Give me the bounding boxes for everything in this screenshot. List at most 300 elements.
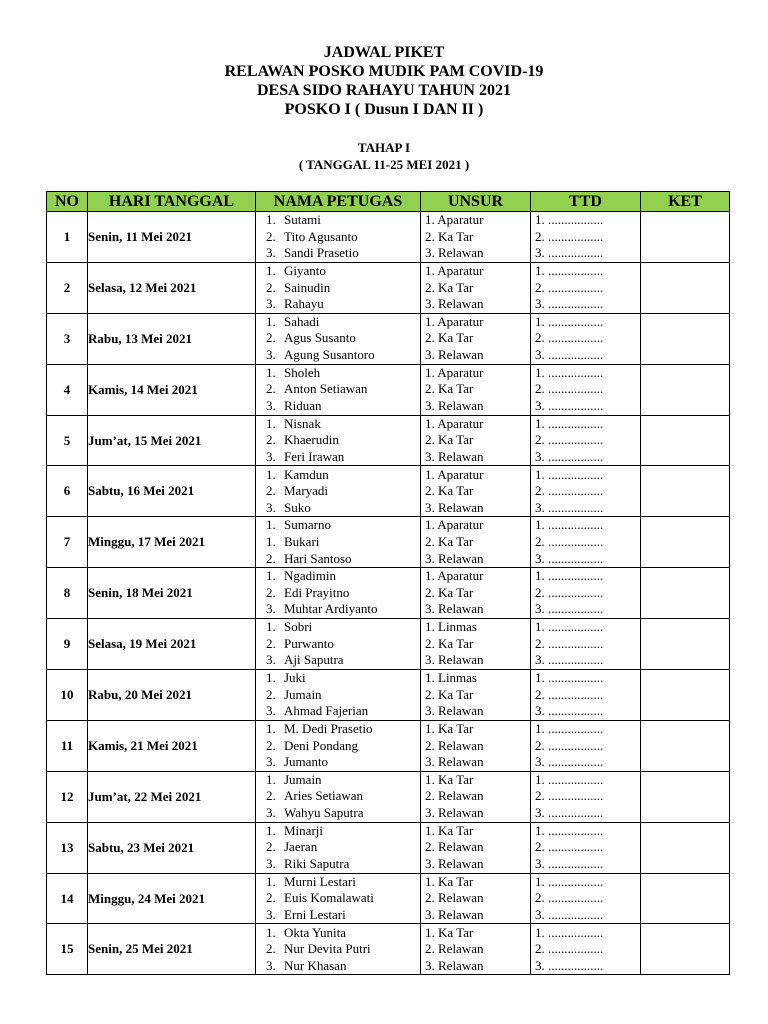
row-unsur <box>421 517 531 568</box>
signature-line: 3. ................. <box>535 499 604 515</box>
officer-name <box>266 703 420 720</box>
signature-line: 1. ................. <box>535 924 604 940</box>
row-names <box>256 619 421 670</box>
table-row <box>47 619 730 670</box>
unsur-item: 2. Ka Tar <box>425 432 474 448</box>
officer-number: 2. <box>266 432 276 448</box>
table-row <box>47 415 730 466</box>
unsur-item: 1. Aparatur <box>425 568 484 584</box>
signature-line: 3. ................. <box>535 805 604 821</box>
officer-number: 1. <box>266 619 276 635</box>
officer-name <box>266 601 420 618</box>
row-ket <box>641 670 730 721</box>
officer-name <box>266 296 420 313</box>
unsur-item: 3. Relawan <box>425 397 484 413</box>
row-date: Senin, 11 Mei 2021 <box>88 212 256 263</box>
row-number: 13 <box>47 822 88 873</box>
signature-line: 3. ................. <box>535 754 604 770</box>
signature-line: 3. ................. <box>535 957 604 973</box>
unsur-item: 3. Relawan <box>425 296 484 312</box>
signature-line: 1. ................. <box>535 262 604 278</box>
officer-name-text: Nisnak <box>284 415 321 431</box>
row-unsur <box>421 720 531 771</box>
unsur-item: 2. Relawan <box>425 788 484 804</box>
officer-name <box>266 856 420 873</box>
unsur-item: 3. Relawan <box>425 754 484 770</box>
officer-name-text: Jumanto <box>284 754 329 770</box>
row-ttd <box>531 873 641 924</box>
officer-name <box>266 619 420 636</box>
table-row <box>47 771 730 822</box>
header-unsur: UNSUR <box>421 192 531 212</box>
officer-name <box>266 958 420 975</box>
signature-line: 3. ................. <box>535 703 604 719</box>
unsur-item: 3. Relawan <box>425 499 484 515</box>
row-names <box>256 415 421 466</box>
row-ket <box>641 720 730 771</box>
officer-name-text: Riki Saputra <box>284 855 350 871</box>
row-names <box>256 364 421 415</box>
officer-number: 3. <box>266 448 276 464</box>
row-names <box>256 262 421 313</box>
row-number: 11 <box>47 720 88 771</box>
officer-number: 1. <box>266 670 276 686</box>
signature-line: 2. ................. <box>535 635 604 651</box>
signature-line: 1. ................. <box>535 873 604 889</box>
officer-number: 1. <box>266 517 276 533</box>
row-names <box>256 822 421 873</box>
officer-number: 1. <box>266 822 276 838</box>
row-number: 6 <box>47 466 88 517</box>
row-names <box>256 517 421 568</box>
officer-name <box>266 483 420 500</box>
signature-line: 1. ................. <box>535 670 604 686</box>
officer-name <box>266 823 420 840</box>
unsur-item: 1. Ka Tar <box>425 720 474 736</box>
unsur-item: 2. Ka Tar <box>425 279 474 295</box>
signature-line: 3. ................. <box>535 652 604 668</box>
title-line-2: RELAWAN POSKO MUDIK PAM COVID-19 <box>224 63 544 80</box>
title-line-3: DESA SIDO RAHAYU TAHUN 2021 <box>257 82 511 99</box>
officer-name-text: Bukari <box>284 533 320 549</box>
officer-number: 2. <box>266 737 276 753</box>
row-unsur <box>421 924 531 975</box>
row-names <box>256 212 421 263</box>
signature-line: 1. ................. <box>535 771 604 787</box>
officer-name <box>266 772 420 789</box>
signature-line: 1. ................. <box>535 415 604 431</box>
officer-number: 3. <box>266 397 276 413</box>
officer-name <box>266 636 420 653</box>
row-date: Kamis, 21 Mei 2021 <box>88 720 256 771</box>
title-line-4: POSKO I ( Dusun I DAN II ) <box>284 101 484 118</box>
row-number: 4 <box>47 364 88 415</box>
row-date: Sabtu, 16 Mei 2021 <box>88 466 256 517</box>
officer-number: 2. <box>266 788 276 804</box>
unsur-item: 1. Ka Tar <box>425 822 474 838</box>
signature-line: 2. ................. <box>535 941 604 957</box>
row-date: Senin, 25 Mei 2021 <box>88 924 256 975</box>
officer-name <box>266 263 420 280</box>
row-date: Kamis, 14 Mei 2021 <box>88 364 256 415</box>
row-unsur <box>421 670 531 721</box>
row-unsur <box>421 873 531 924</box>
unsur-item: 3. Relawan <box>425 906 484 922</box>
row-date: Senin, 18 Mei 2021 <box>88 568 256 619</box>
row-date: Selasa, 12 Mei 2021 <box>88 262 256 313</box>
officer-name-text: Rahayu <box>284 296 324 312</box>
unsur-item: 2. Relawan <box>425 941 484 957</box>
unsur-item: 3. Relawan <box>425 703 484 719</box>
officer-number: 3. <box>266 245 276 261</box>
unsur-item: 1. Linmas <box>425 619 477 635</box>
officer-name-text: Ahmad Fajerian <box>284 703 369 719</box>
unsur-item: 2. Ka Tar <box>425 533 474 549</box>
officer-number: 1. <box>266 720 276 736</box>
officer-name-text: Agung Susantoro <box>284 347 375 363</box>
officer-name <box>266 839 420 856</box>
schedule-table <box>46 191 730 975</box>
officer-number: 2. <box>266 483 276 499</box>
officer-number: 1. <box>266 262 276 278</box>
table-row <box>47 568 730 619</box>
officer-number: 3. <box>266 601 276 617</box>
unsur-item: 3. Relawan <box>425 550 484 566</box>
officer-number: 2. <box>266 279 276 295</box>
officer-number: 3. <box>266 499 276 515</box>
table-row <box>47 262 730 313</box>
row-ttd <box>531 568 641 619</box>
officer-name <box>266 721 420 738</box>
signature-line: 3. ................. <box>535 601 604 617</box>
officer-name <box>266 805 420 822</box>
title-line-1: JADWAL PIKET <box>323 44 445 61</box>
officer-name <box>266 365 420 382</box>
document-title <box>0 43 768 119</box>
row-number: 14 <box>47 873 88 924</box>
row-ttd <box>531 619 641 670</box>
row-unsur <box>421 212 531 263</box>
signature-line: 1. ................. <box>535 364 604 380</box>
officer-name-text: Riduan <box>284 397 322 413</box>
row-names <box>256 771 421 822</box>
officer-number: 3. <box>266 652 276 668</box>
signature-line: 2. ................. <box>535 839 604 855</box>
officer-number: 2. <box>266 584 276 600</box>
row-date: Selasa, 19 Mei 2021 <box>88 619 256 670</box>
signature-line: 1. ................. <box>535 822 604 838</box>
signature-line: 3. ................. <box>535 550 604 566</box>
officer-name-text: Nur Devita Putri <box>284 941 371 957</box>
signature-line: 1. ................. <box>535 568 604 584</box>
row-ket <box>641 517 730 568</box>
unsur-item: 1. Aparatur <box>425 415 484 431</box>
signature-line: 2. ................. <box>535 584 604 600</box>
officer-name-text: Jumain <box>284 771 322 787</box>
officer-name <box>266 788 420 805</box>
unsur-item: 2. Relawan <box>425 890 484 906</box>
unsur-item: 3. Relawan <box>425 855 484 871</box>
officer-name <box>266 890 420 907</box>
row-date: Rabu, 13 Mei 2021 <box>88 313 256 364</box>
row-names <box>256 568 421 619</box>
header-ket: KET <box>641 192 730 212</box>
row-ket <box>641 466 730 517</box>
officer-name <box>266 500 420 517</box>
signature-line: 3. ................. <box>535 855 604 871</box>
row-unsur <box>421 415 531 466</box>
unsur-item: 1. Aparatur <box>425 364 484 380</box>
row-number: 5 <box>47 415 88 466</box>
officer-name <box>266 941 420 958</box>
officer-number: 3. <box>266 805 276 821</box>
signature-line: 2. ................. <box>535 330 604 346</box>
officer-name <box>266 534 420 551</box>
row-names <box>256 466 421 517</box>
table-row <box>47 313 730 364</box>
row-number: 10 <box>47 670 88 721</box>
row-ket <box>641 212 730 263</box>
signature-line: 3. ................. <box>535 906 604 922</box>
row-unsur <box>421 771 531 822</box>
officer-number: 2. <box>266 330 276 346</box>
officer-name-text: Minarji <box>284 822 323 838</box>
row-unsur <box>421 822 531 873</box>
officer-name-text: Maryadi <box>284 483 329 499</box>
signature-line: 1. ................. <box>535 466 604 482</box>
officer-number: 1. <box>266 364 276 380</box>
row-number: 12 <box>47 771 88 822</box>
row-ttd <box>531 313 641 364</box>
signature-line: 1. ................. <box>535 517 604 533</box>
unsur-item: 2. Relawan <box>425 737 484 753</box>
row-names <box>256 670 421 721</box>
row-date: Jum’at, 15 Mei 2021 <box>88 415 256 466</box>
officer-number: 3. <box>266 906 276 922</box>
unsur-item: 3. Relawan <box>425 805 484 821</box>
row-number: 1 <box>47 212 88 263</box>
signature-line: 3. ................. <box>535 245 604 261</box>
signature-line: 2. ................. <box>535 533 604 549</box>
document-subtitle <box>0 139 768 173</box>
officer-number: 1. <box>266 212 276 228</box>
unsur-item: 2. Ka Tar <box>425 483 474 499</box>
signature-line: 3. ................. <box>535 397 604 413</box>
row-ket <box>641 415 730 466</box>
signature-line: 1. ................. <box>535 212 604 228</box>
officer-name <box>266 280 420 297</box>
officer-number: 1. <box>266 415 276 431</box>
header-row <box>47 192 730 212</box>
officer-name <box>266 874 420 891</box>
officer-name-text: Euis Komalawati <box>284 890 374 906</box>
row-unsur <box>421 313 531 364</box>
row-names <box>256 924 421 975</box>
officer-name <box>266 432 420 449</box>
unsur-item: 3. Relawan <box>425 245 484 261</box>
officer-name-text: Juki <box>284 670 306 686</box>
officer-name <box>266 330 420 347</box>
table-row <box>47 466 730 517</box>
table-row <box>47 364 730 415</box>
unsur-item: 2. Ka Tar <box>425 330 474 346</box>
row-date: Minggu, 24 Mei 2021 <box>88 873 256 924</box>
officer-number: 2. <box>266 635 276 651</box>
unsur-item: 2. Relawan <box>425 839 484 855</box>
officer-name <box>266 381 420 398</box>
row-unsur <box>421 364 531 415</box>
officer-number: 2. <box>266 228 276 244</box>
officer-name <box>266 652 420 669</box>
signature-line: 1. ................. <box>535 619 604 635</box>
row-ket <box>641 313 730 364</box>
unsur-item: 3. Relawan <box>425 448 484 464</box>
row-ttd <box>531 517 641 568</box>
row-names <box>256 720 421 771</box>
officer-name-text: Sutami <box>284 212 321 228</box>
officer-name-text: Muhtar Ardiyanto <box>284 601 378 617</box>
officer-name <box>266 314 420 331</box>
officer-name-text: Erni Lestari <box>284 906 346 922</box>
officer-name <box>266 517 420 534</box>
officer-number: 1. <box>266 533 276 549</box>
table-row <box>47 517 730 568</box>
header-hari-tanggal: HARI TANGGAL <box>88 192 256 212</box>
signature-line: 3. ................. <box>535 448 604 464</box>
signature-line: 3. ................. <box>535 347 604 363</box>
row-unsur <box>421 262 531 313</box>
row-ttd <box>531 924 641 975</box>
officer-name-text: Wahyu Saputra <box>284 805 364 821</box>
signature-line: 1. ................. <box>535 720 604 736</box>
row-ket <box>641 771 730 822</box>
unsur-item: 1. Aparatur <box>425 262 484 278</box>
table-row <box>47 720 730 771</box>
officer-name-text: Sainudin <box>284 279 331 295</box>
unsur-item: 1. Aparatur <box>425 517 484 533</box>
officer-name-text: Aji Saputra <box>284 652 344 668</box>
officer-name-text: Purwanto <box>284 635 334 651</box>
row-ttd <box>531 720 641 771</box>
officer-name-text: Khaerudin <box>284 432 339 448</box>
row-ket <box>641 568 730 619</box>
officer-name-text: Suko <box>284 499 311 515</box>
officer-number: 3. <box>266 347 276 363</box>
officer-name-text: Murni Lestari <box>284 873 356 889</box>
unsur-item: 1. Ka Tar <box>425 924 474 940</box>
signature-line: 3. ................. <box>535 296 604 312</box>
officer-name-text: Sahadi <box>284 313 320 329</box>
row-unsur <box>421 568 531 619</box>
signature-line: 2. ................. <box>535 788 604 804</box>
row-number: 8 <box>47 568 88 619</box>
row-ttd <box>531 415 641 466</box>
signature-line: 2. ................. <box>535 279 604 295</box>
row-ket <box>641 822 730 873</box>
officer-number: 3. <box>266 754 276 770</box>
table-row <box>47 670 730 721</box>
unsur-item: 2. Ka Tar <box>425 584 474 600</box>
header-ttd: TTD <box>531 192 641 212</box>
signature-line: 2. ................. <box>535 737 604 753</box>
signature-line: 2. ................. <box>535 228 604 244</box>
row-date: Minggu, 17 Mei 2021 <box>88 517 256 568</box>
row-ttd <box>531 670 641 721</box>
officer-name <box>266 670 420 687</box>
row-ttd <box>531 364 641 415</box>
row-ttd <box>531 212 641 263</box>
officer-name-text: Anton Setiawan <box>284 381 368 397</box>
signature-line: 1. ................. <box>535 313 604 329</box>
officer-name <box>266 245 420 262</box>
signature-line: 2. ................. <box>535 686 604 702</box>
officer-number: 1. <box>266 466 276 482</box>
officer-number: 1. <box>266 873 276 889</box>
row-ttd <box>531 262 641 313</box>
signature-line: 2. ................. <box>535 890 604 906</box>
row-ket <box>641 364 730 415</box>
officer-name-text: Sumarno <box>284 517 331 533</box>
unsur-item: 2. Ka Tar <box>425 381 474 397</box>
officer-number: 2. <box>266 381 276 397</box>
officer-name-text: Agus Susanto <box>284 330 356 346</box>
unsur-item: 3. Relawan <box>425 347 484 363</box>
officer-name-text: Edi Prayitno <box>284 584 350 600</box>
officer-number: 1. <box>266 771 276 787</box>
unsur-item: 1. Aparatur <box>425 313 484 329</box>
officer-name-text: Deni Pondang <box>284 737 359 753</box>
row-names <box>256 873 421 924</box>
officer-name <box>266 585 420 602</box>
officer-name-text: Feri Irawan <box>284 448 345 464</box>
officer-number: 2. <box>266 890 276 906</box>
unsur-item: 2. Ka Tar <box>425 228 474 244</box>
officer-name-text: Giyanto <box>284 262 326 278</box>
officer-name <box>266 398 420 415</box>
officer-number: 1. <box>266 313 276 329</box>
officer-name <box>266 738 420 755</box>
signature-line: 2. ................. <box>535 381 604 397</box>
row-unsur <box>421 466 531 517</box>
officer-name-text: Sandi Prasetio <box>284 245 359 261</box>
officer-number: 2. <box>266 839 276 855</box>
officer-name <box>266 551 420 568</box>
officer-name-text: Jumain <box>284 686 322 702</box>
row-number: 3 <box>47 313 88 364</box>
row-ket <box>641 262 730 313</box>
officer-name-text: Nur Khasan <box>284 957 347 973</box>
officer-name-text: Tito Agusanto <box>284 228 358 244</box>
unsur-item: 1. Aparatur <box>425 212 484 228</box>
officer-name-text: Aries Setiawan <box>284 788 364 804</box>
officer-name-text: Sobri <box>284 619 313 635</box>
unsur-item: 1. Ka Tar <box>425 771 474 787</box>
officer-name <box>266 467 420 484</box>
unsur-item: 2. Ka Tar <box>425 686 474 702</box>
table-row <box>47 924 730 975</box>
officer-name <box>266 416 420 433</box>
row-unsur <box>421 619 531 670</box>
officer-name-text: Kamdun <box>284 466 329 482</box>
table-row <box>47 873 730 924</box>
row-number: 7 <box>47 517 88 568</box>
signature-line: 2. ................. <box>535 483 604 499</box>
officer-number: 1. <box>266 924 276 940</box>
officer-name <box>266 212 420 229</box>
officer-name <box>266 449 420 466</box>
unsur-item: 3. Relawan <box>425 652 484 668</box>
signature-line: 2. ................. <box>535 432 604 448</box>
